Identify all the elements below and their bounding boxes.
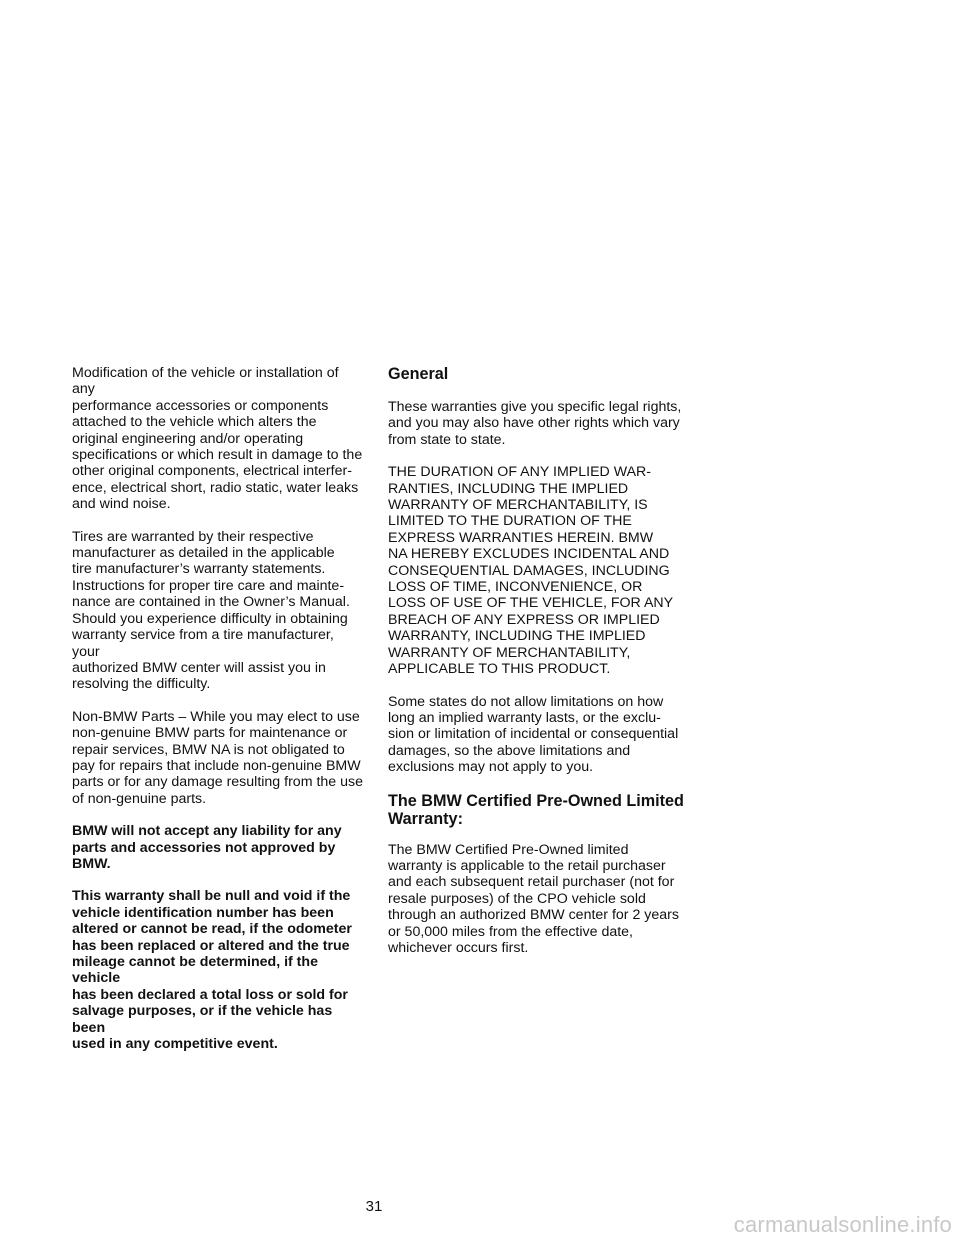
legal-rights-paragraph: These warranties give you specific legal rights, and you may also have other rights which vary from state to state. — [388, 399, 682, 448]
tires-paragraph: Tires are warranted by their respective manufacturer as detailed in the applicable tire manufacturer’s warranty statements. Instructions for proper tire care and mainte- nance are contained in the Owner’s Manual. Should you experience difficulty in obtaining warranty service from a tire manufacturer, your authorized BMW center will assist you in resolving the difficulty. — [72, 528, 350, 693]
void-warranty-notice: This warranty shall be null and void if the vehicle identification number has been altered or cannot be read, if the odometer has been replaced or altered and the true mileage cannot be determined, if the vehicle has been declared a total loss or sold for salvage purposes, or if the vehicle has been used in any competitive event. — [72, 888, 352, 1053]
liability-notice: BMW will not accept any liability for any parts and accessories not approved by BMW. — [72, 823, 342, 872]
left-column — [72, 365, 364, 1068]
modification-exclusion-paragraph: Modification of the vehicle or installation of any performance accessories or components attached to the vehicle which alters the original engineering and/or operating specifications or which result in damage to the other original components, electrical interfer- ence, electrical short, radio static, water leaks and wind noise. — [72, 365, 363, 513]
cpo-warranty-paragraph: The BMW Certified Pre-Owned limited warranty is applicable to the retail purchaser and each subsequent retail purchaser (not for resale purposes) of the CPO vehicle sold through an authorized BMW center for 2 years or 50,000 miles from the effective date, whichever occurs first. — [388, 841, 679, 956]
right-column — [388, 365, 684, 972]
non-bmw-parts-paragraph: Non-BMW Parts – While you may elect to use non-genuine BMW parts for maintenance or repair services, BMW NA is not obligated to pay for repairs that include non-genuine BMW parts or for any damage resulting from the use of non-genuine parts. — [72, 708, 363, 807]
page-number: 31 — [365, 1198, 383, 1215]
state-limitations-paragraph: Some states do not allow limitations on how long an implied warranty lasts, or the exclu- sion or limitation of incidental or consequential damages, so the above limitations and exclusions may not apply to you. — [388, 693, 679, 776]
implied-warranty-disclaimer: THE DURATION OF ANY IMPLIED WAR- RANTIES, INCLUDING THE IMPLIED WARRANTY OF MERCHANTABILITY, IS LIMITED TO THE DURATION OF THE EXPRESS WARRANTIES HEREIN. BMW NA HEREBY EXCLUDES INCIDENTAL AND CONSEQUENTIAL DAMAGES, INCLUDING LOSS OF TIME, INCONVENIENCE, OR LOSS OF USE OF THE VEHICLE, FOR ANY BREACH OF ANY EXPRESS OR IMPLIED WARRANTY, INCLUDING THE IMPLIED WARRANTY OF MERCHANTABILITY, APPLICABLE TO THIS PRODUCT. — [388, 464, 674, 678]
watermark-text: carmanualsonline.info — [733, 1212, 952, 1237]
cpo-warranty-heading: The BMW Certified Pre-Owned Limited Warranty: — [388, 791, 684, 828]
general-heading: General — [388, 365, 449, 383]
